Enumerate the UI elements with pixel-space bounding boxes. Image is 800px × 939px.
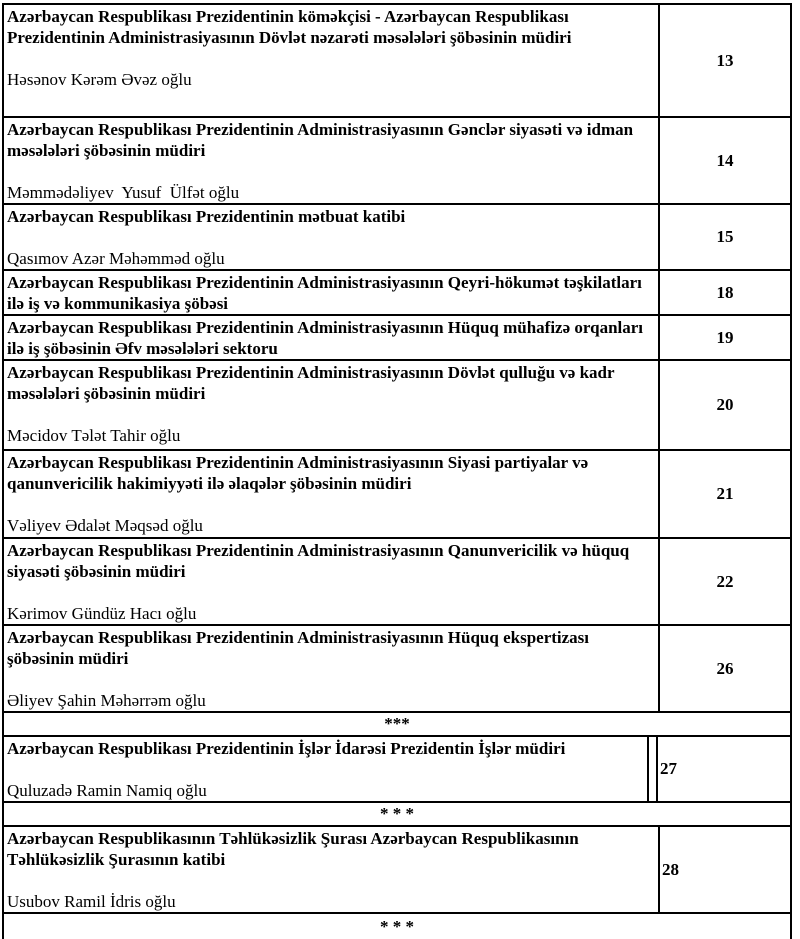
- person-name: Həsənov Kərəm Əvəz oğlu: [7, 70, 192, 89]
- person-name: Məcidov Tələt Tahir oğlu: [7, 426, 181, 445]
- position-cell: [4, 827, 658, 912]
- person-name: Usubov Ramil İdris oğlu: [7, 892, 176, 911]
- position-cell: [4, 361, 658, 449]
- table-row: [4, 361, 790, 451]
- table-row: [4, 271, 790, 316]
- position-title: Azərbaycan Respublikası Prezidentinin köməkçisi - Azərbaycan Respublikası Prezidentinin Administrasiyasının Dövlət nəzarəti məsələləri şöbəsinin müdiri: [7, 7, 572, 47]
- table-row: [4, 827, 790, 914]
- position-cell: [4, 5, 658, 116]
- position-title: Azərbaycan Respublikası Prezidentinin İşlər İdarəsi Prezidentin İşlər müdiri: [7, 739, 566, 758]
- table-row: [4, 539, 790, 626]
- person-name: Quluzadə Ramin Namiq oğlu: [7, 781, 207, 800]
- position-title: Azərbaycan Respublikası Prezidentinin Administrasiyasının Hüquq mühafizə orqanları ilə iş şöbəsinin Əfv məsələləri sektoru: [7, 318, 644, 358]
- cell-gap: [649, 737, 656, 801]
- person-name: Əliyev Şahin Məhərrəm oğlu: [7, 691, 206, 710]
- table-row: [4, 5, 790, 118]
- position-number: 18: [658, 271, 790, 314]
- position-number: 19: [658, 316, 790, 359]
- spacer-line: [7, 582, 654, 603]
- position-cell: [4, 451, 658, 537]
- person-name: Qasımov Azər Məhəmməd oğlu: [7, 249, 225, 268]
- spacer-line: [7, 759, 643, 780]
- separator-row: [4, 803, 790, 827]
- position-number: 22: [658, 539, 790, 624]
- spacer-line: [7, 227, 654, 248]
- position-cell: [4, 539, 658, 624]
- separator-stars: * * *: [380, 804, 414, 823]
- table-row: [4, 451, 790, 539]
- position-cell: [4, 271, 658, 314]
- spacer-line: [7, 161, 654, 182]
- person-name: Vəliyev Ədalət Məqsəd oğlu: [7, 516, 203, 535]
- position-title: Azərbaycan Respublikası Prezidentinin Administrasiyasının Siyasi partiyalar və qanunvericilik hakimiyyəti ilə əlaqələr şöbəsinin müdiri: [7, 453, 589, 493]
- position-cell: [4, 626, 658, 711]
- positions-table: [2, 3, 792, 939]
- position-number: 13: [658, 5, 790, 116]
- position-cell: [4, 205, 658, 269]
- position-number: 21: [658, 451, 790, 537]
- person-name: Kərimov Gündüz Hacı oğlu: [7, 604, 197, 623]
- table-row: [4, 316, 790, 361]
- position-number: 26: [658, 626, 790, 711]
- position-title: Azərbaycan Respublikası Prezidentinin Administrasiyasının Qanunvericilik və hüquq siyasəti şöbəsinin müdiri: [7, 541, 630, 581]
- table-row: [4, 737, 790, 803]
- spacer-line: [7, 870, 654, 891]
- table-row: [4, 205, 790, 271]
- position-number: 15: [658, 205, 790, 269]
- position-title: Azərbaycan Respublikası Prezidentinin Administrasiyasının Dövlət qulluğu və kadr məsələləri şöbəsinin müdiri: [7, 363, 615, 403]
- position-title: Azərbaycan Respublikasının Təhlükəsizlik Şurası Azərbaycan Respublikasının Təhlükəsizlik Şurasının katibi: [7, 829, 579, 869]
- position-number: 28: [658, 827, 790, 912]
- position-cell: [4, 118, 658, 203]
- separator-stars: * * *: [380, 916, 414, 936]
- position-title: Azərbaycan Respublikası Prezidentinin Administrasiyasının Qeyri-hökumət təşkilatları ilə iş və kommunikasiya şöbəsi: [7, 273, 642, 313]
- table-row: [4, 626, 790, 713]
- position-number: 14: [658, 118, 790, 203]
- position-title: Azərbaycan Respublikası Prezidentinin Administrasiyasının Hüquq ekspertizası şöbəsinin müdiri: [7, 628, 590, 668]
- position-cell: [4, 316, 658, 359]
- separator-stars: ***: [384, 714, 410, 733]
- person-name: Məmmədəliyev Yusuf Ülfət oğlu: [7, 183, 240, 202]
- separator-row: [4, 713, 790, 737]
- table-row: [4, 118, 790, 205]
- position-title: Azərbaycan Respublikası Prezidentinin Administrasiyasının Gənclər siyasəti və idman məsələləri şöbəsinin müdiri: [7, 120, 634, 160]
- position-number: 20: [658, 361, 790, 449]
- spacer-line: [7, 494, 654, 515]
- position-number: 27: [656, 737, 790, 801]
- separator-row: [4, 914, 790, 939]
- spacer-line: [7, 669, 654, 690]
- spacer-line: [7, 404, 654, 425]
- position-title: Azərbaycan Respublikası Prezidentinin mətbuat katibi: [7, 207, 406, 226]
- spacer-line: [7, 48, 654, 69]
- position-cell: [4, 737, 649, 801]
